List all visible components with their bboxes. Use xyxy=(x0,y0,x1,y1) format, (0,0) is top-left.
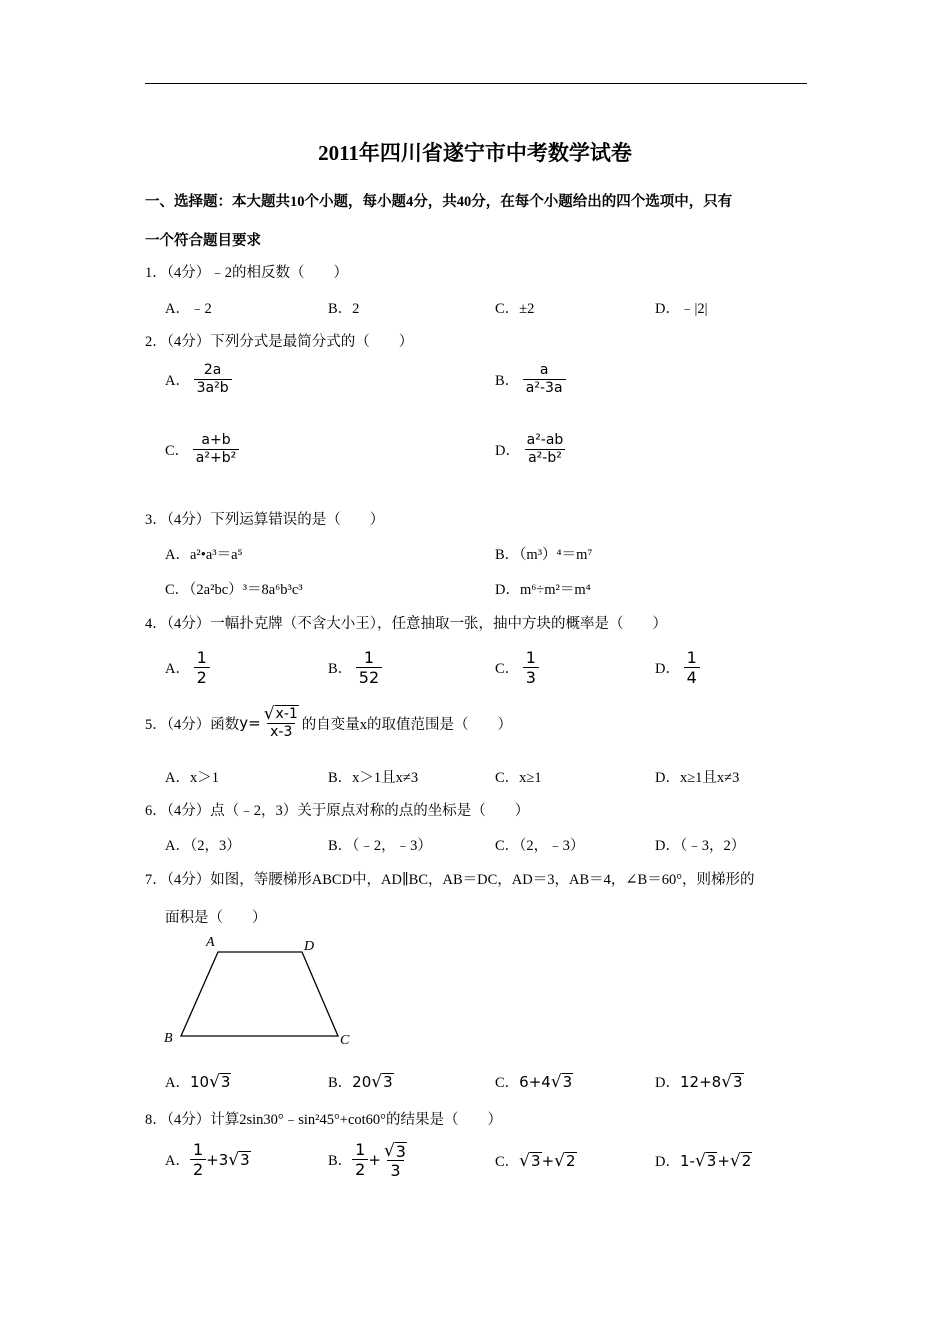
q3-option-d[interactable]: D．m⁶÷m²＝m⁴ xyxy=(495,582,591,598)
radical: √ 3 xyxy=(371,1071,393,1092)
radical: √ 3 xyxy=(694,1150,717,1171)
fraction: $\frac{2a}{\text{3a²b}}$ xyxy=(194,362,232,397)
q8-option-b[interactable]: B． $\frac{1}{2}$ + √ 3 3 xyxy=(328,1140,410,1180)
q7-option-c[interactable]: C．6+4 √ 3 xyxy=(495,1071,573,1092)
q7-option-b[interactable]: B．20 √ 3 xyxy=(328,1071,393,1092)
question-5: 5．（4分）函数y= √ x-1 x-3 的自变量x的取值范围是（ ） xyxy=(145,704,513,740)
question-6: 6．（4分）点（﹣2，3）关于原点对称的点的坐标是（ ） xyxy=(145,803,530,819)
q4-option-c[interactable]: C． $\frac{1}{3}$ xyxy=(495,648,539,687)
fraction: $\frac{1}{3}$ xyxy=(523,648,539,687)
radical: √ 3 xyxy=(228,1149,250,1170)
radical: √ 3 xyxy=(721,1071,743,1092)
q5-option-d[interactable]: D．x≥1且x≠3 xyxy=(655,770,740,786)
q8-option-c[interactable]: C． √ 3 + √ 2 xyxy=(495,1150,576,1171)
q4-option-a[interactable]: A． $\frac{1}{2}$ xyxy=(165,648,210,687)
q1-option-c[interactable]: C．±2 xyxy=(495,301,535,317)
fraction: $\frac{\text{a²-ab}}{\text{a²-b²}}$ xyxy=(526,432,564,466)
question-8: 8．（4分）计算2sin30°﹣sin²45°+cot60°的结果是（ ） xyxy=(145,1112,502,1128)
fraction: $\frac{a+b}{\text{a²+b²}}$ xyxy=(193,432,239,467)
question-2: 2．（4分）下列分式是最简分式的（ ） xyxy=(145,334,414,350)
vertex-b-label: B xyxy=(164,1031,173,1046)
q3-option-b[interactable]: B．（m³）⁴＝m⁷ xyxy=(495,547,593,563)
fraction: $\frac{1}{2}$ xyxy=(190,1140,206,1179)
q8-option-d[interactable]: D．1- √ 3 + √ 2 xyxy=(655,1150,752,1171)
question-4: 4．（4分）一幅扑克牌（不含大小王），任意抽取一张，抽中方块的概率是（ ） xyxy=(145,616,667,632)
q5-option-b[interactable]: B．x＞1且x≠3 xyxy=(328,770,419,786)
q2-option-a[interactable]: A． $\frac{2a}{\text{3a²b}}$ xyxy=(165,362,232,397)
question-3: 3．（4分）下列运算错误的是（ ） xyxy=(145,512,385,528)
radical: √ 3 xyxy=(209,1071,231,1092)
q1-option-b[interactable]: B．2 xyxy=(328,301,360,317)
vertex-d-label: D xyxy=(304,939,315,954)
q6-option-c[interactable]: C．（2，﹣3） xyxy=(495,838,585,854)
q2-option-c[interactable]: C． $\frac{a+b}{\text{a²+b²}}$ xyxy=(165,432,239,467)
question-7-line1: 7．（4分）如图，等腰梯形ABCD中，AD∥BC，AB＝DC，AD＝3，AB＝4，∠B＝60°，则梯形的 xyxy=(145,872,755,888)
q1-option-a[interactable]: A．﹣2 xyxy=(165,301,212,317)
header-rule xyxy=(145,83,807,84)
vertex-c-label: C xyxy=(340,1033,350,1048)
radical: √ 3 xyxy=(550,1071,573,1092)
radical: √ 3 xyxy=(519,1150,541,1171)
q6-option-b[interactable]: B．（﹣2，﹣3） xyxy=(328,838,432,854)
q1-option-d[interactable]: D．﹣|2| xyxy=(655,301,708,317)
q5-option-c[interactable]: C．x≥1 xyxy=(495,770,542,786)
function-fraction: √ x-1 x-3 xyxy=(263,704,298,740)
section-heading-line1: 一、选择题：本大题共10个小题，每小题4分，共40分，在每个小题给出的四个选项中，只有 xyxy=(145,194,733,210)
q5-option-a[interactable]: A．x＞1 xyxy=(165,770,219,786)
q2-option-b[interactable]: B． $\frac{a}{\text{a²-3a}}$ xyxy=(495,362,566,397)
fraction: $\frac{1}{2}$ xyxy=(194,648,210,687)
q7-option-a[interactable]: A．10 √ 3 xyxy=(165,1071,231,1092)
radical: √ x-1 xyxy=(263,704,298,724)
fraction: $\frac{a}{\text{a²-3a}}$ xyxy=(523,362,566,397)
radical: √ 3 xyxy=(383,1140,406,1161)
q2-option-d[interactable]: D． $\frac{\text{a²-ab}}{\text{a²-b²}}$ xyxy=(495,432,566,467)
q4-option-b[interactable]: B． $\frac{1}{52}$ xyxy=(328,648,382,687)
radical: √ 2 xyxy=(729,1150,752,1171)
q3-option-a[interactable]: A．a²•a³＝a⁵ xyxy=(165,547,243,563)
trapezoid-figure xyxy=(160,930,360,1050)
section-heading-line2: 一个符合题目要求 xyxy=(145,233,261,249)
fraction: $\frac{1}{2}$ xyxy=(352,1140,368,1179)
radical: √ 2 xyxy=(554,1150,576,1171)
fraction: $\frac{1}{52}$ xyxy=(356,648,382,687)
q4-option-d[interactable]: D． $\frac{1}{4}$ xyxy=(655,648,700,687)
trapezoid-shape xyxy=(181,952,338,1036)
q8-option-a[interactable]: A． $\frac{1}{2}$ +3 √ 3 xyxy=(165,1140,250,1179)
q7-option-d[interactable]: D．12+8 √ 3 xyxy=(655,1071,743,1092)
fraction: $\frac{1}{4}$ xyxy=(684,648,700,687)
q3-option-c[interactable]: C．（2a²bc）³＝8a⁶b³c³ xyxy=(165,582,303,598)
fraction: √ 3 3 xyxy=(383,1140,406,1180)
q6-option-d[interactable]: D．（﹣3，2） xyxy=(655,838,746,854)
page-title: 2011年四川省遂宁市中考数学试卷 xyxy=(318,141,632,165)
vertex-a-label: A xyxy=(206,935,215,950)
question-7-line2: 面积是（ ） xyxy=(165,910,267,926)
q6-option-a[interactable]: A．（2，3） xyxy=(165,838,241,854)
question-1: 1．（4分）﹣2的相反数（ ） xyxy=(145,265,348,281)
